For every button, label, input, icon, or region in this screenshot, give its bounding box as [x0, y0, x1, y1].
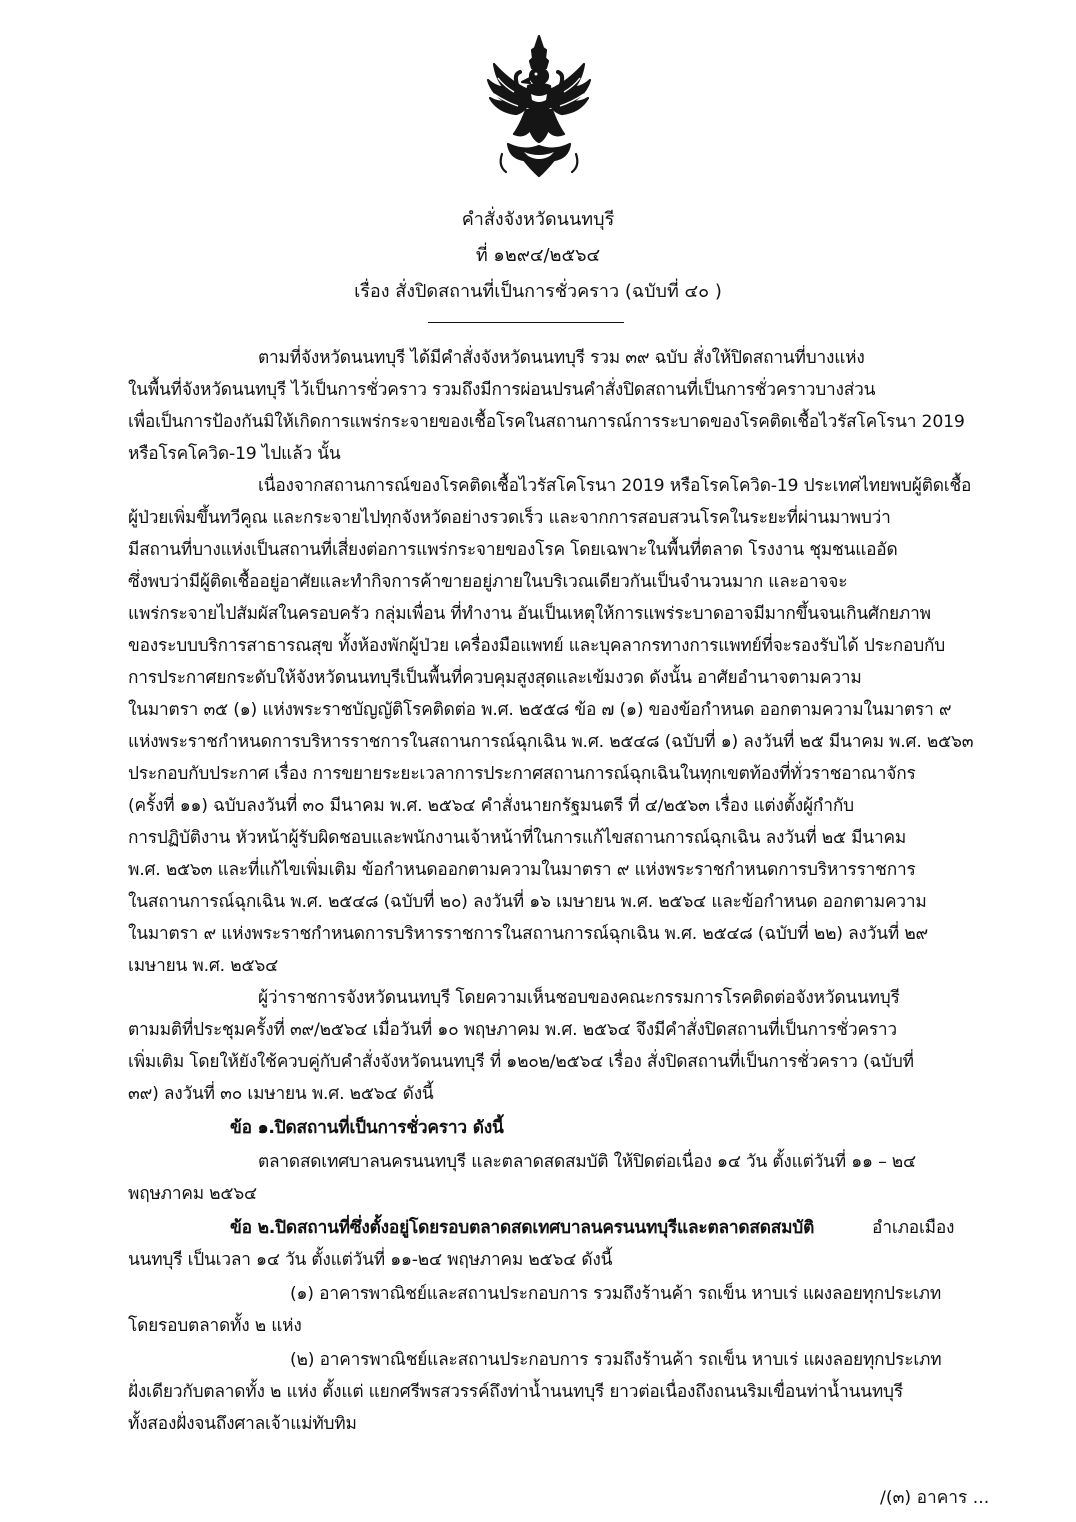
- body-line: ผู้ว่าราชการจังหวัดนนทบุรี โดยความเห็นชอบของคณะกรรมการโรคติดต่อจังหวัดนนทบุรี: [258, 988, 900, 1008]
- body-line: ตามที่จังหวัดนนทบุรี ได้มีคำสั่งจังหวัดนนทบุรี รวม ๓๙ ฉบับ สั่งให้ปิดสถานที่บางแห่ง: [258, 348, 865, 368]
- body-line: การปฏิบัติงาน หัวหน้าผู้รับผิดชอบและพนักงานเจ้าหน้าที่ในการแก้ไขสถานการณ์ฉุกเฉิน ลงวันที่ ๒๕ มีนาคม: [128, 828, 907, 848]
- body-line: การประกาศยกระดับให้จังหวัดนนทบุรีเป็นพื้นที่ควบคุมสูงสุดและเข้มงวด ดังนั้น อาศัยอำนาจตามความ: [128, 668, 862, 688]
- body-line: ฝั่งเดียวกับตลาดทั้ง ๒ แห่ง ตั้งแต่ แยกศรีพรสวรรค์ถึงท่าน้ำนนทบุรี ยาวต่อเนื่องถึงถนนริมเขื่อนท่าน้ำนนทบุรี: [128, 1382, 903, 1402]
- body-line: เพื่อเป็นการป้องกันมิให้เกิดการแพร่กระจายของเชื้อโรคในสถานการณ์การระบาดของโรคติดเชื้อไวรัสโคโรนา 2019: [128, 412, 965, 432]
- clause-1-heading: ข้อ ๑.ปิดสถานที่เป็นการชั่วคราว ดังนี้: [230, 1118, 504, 1138]
- body-line: อำเภอเมือง: [872, 1218, 955, 1238]
- sub-item-2: (๒) อาคารพาณิชย์และสถานประกอบการ รวมถึงร้านค้า รถเข็น หาบเร่ แผงลอยทุกประเภท: [290, 1350, 942, 1370]
- body-line: ๓๙) ลงวันที่ ๓๐ เมษายน พ.ศ. ๒๕๖๔ ดังนี้: [128, 1084, 434, 1104]
- body-line: มีสถานที่บางแห่งเป็นสถานที่เสี่ยงต่อการแพร่กระจายของโรค โดยเฉพาะในพื้นที่ตลาด โรงงาน ชุมชนแออัด: [128, 540, 898, 560]
- order-title: คำสั่งจังหวัดนนทบุรี: [461, 209, 615, 230]
- body-line: ในมาตรา ๓๕ (๑) แห่งพระราชบัญญัติโรคติดต่อ พ.ศ. ๒๕๕๘ ข้อ ๗ (๑) ของข้อกำหนด ออกตามความในมาตรา ๙: [128, 700, 952, 720]
- body-line: ซึ่งพบว่ามีผู้ติดเชื้ออยู่อาศัยและทำกิจการค้าขายอยู่ภายในบริเวณเดียวกันเป็นจำนวนมาก และอาจจะ: [128, 572, 848, 592]
- body-line: ผู้ป่วยเพิ่มขึ้นทวีคูณ และกระจายไปทุกจังหวัดอย่างรวดเร็ว และจากการสอบสวนโรคในระยะที่ผ่านมาพบว่า: [128, 508, 891, 528]
- body-line: ตามมติที่ประชุมครั้งที่ ๓๙/๒๕๖๔ เมื่อวันที่ ๑๐ พฤษภาคม พ.ศ. ๒๕๖๔ จึงมีคำสั่งปิดสถานที่เป็นการชั่วคราว: [128, 1020, 897, 1040]
- order-number: ที่ ๑๒๙๔/๒๕๖๔: [475, 245, 601, 266]
- header-divider: [428, 322, 624, 323]
- order-subject: เรื่อง สั่งปิดสถานที่เป็นการชั่วคราว (ฉบับที่ ๔๐ ): [354, 281, 722, 302]
- body-line: (ครั้งที่ ๑๑) ฉบับลงวันที่ ๓๐ มีนาคม พ.ศ. ๒๕๖๔ คำสั่งนายกรัฐมนตรี ที่ ๔/๒๕๖๓ เรื่อง แต่งตั้งผู้กำกับ: [128, 796, 854, 816]
- body-line: ประกอบกับประกาศ เรื่อง การขยายระยะเวลาการประกาศสถานการณ์ฉุกเฉินในทุกเขตท้องที่ทั่วราชอาณาจักร: [128, 764, 916, 784]
- page-continuation: /(๓) อาคาร ...: [880, 1488, 990, 1508]
- body-line: ตลาดสดเทศบาลนครนนทบุรี และตลาดสดสมบัติ ให้ปิดต่อเนื่อง ๑๔ วัน ตั้งแต่วันที่ ๑๑ – ๒๔: [258, 1152, 916, 1172]
- body-line: แห่งพระราชกำหนดการบริหารราชการในสถานการณ์ฉุกเฉิน พ.ศ. ๒๕๔๘ (ฉบับที่ ๑) ลงวันที่ ๒๕ มีนาคม พ.ศ. ๒๕๖๓: [128, 732, 974, 752]
- garuda-emblem: [484, 34, 594, 179]
- body-line: ของระบบบริการสาธารณสุข ทั้งห้องพักผู้ป่วย เครื่องมือแพทย์ และบุคลากรทางการแพทย์ที่จะรองรับได้ ประกอบกับ: [128, 636, 946, 656]
- body-line: เพิ่มเติม โดยให้ยังใช้ควบคู่กับคำสั่งจังหวัดนนทบุรี ที่ ๑๒๐๒/๒๕๖๔ เรื่อง สั่งปิดสถานที่เป็นการชั่วคราว (ฉบับที่: [128, 1052, 914, 1072]
- body-line: โดยรอบตลาดทั้ง ๒ แห่ง: [128, 1316, 302, 1336]
- body-line: ทั้งสองฝั่งจนถึงศาลเจ้าแม่ทับทิม: [128, 1414, 357, 1434]
- body-line: นนทบุรี เป็นเวลา ๑๔ วัน ตั้งแต่วันที่ ๑๑-๒๔ พฤษภาคม ๒๕๖๔ ดังนี้: [128, 1250, 613, 1270]
- clause-2-heading: ข้อ ๒.ปิดสถานที่ซึ่งตั้งอยู่โดยรอบตลาดสดเทศบาลนครนนทบุรีและตลาดสดสมบัติ: [230, 1218, 815, 1238]
- body-line: เนื่องจากสถานการณ์ของโรคติดเชื้อไวรัสโคโรนา 2019 หรือโรคโควิด-19 ประเทศไทยพบผู้ติดเชื้อ: [258, 476, 972, 496]
- sub-item-1: (๑) อาคารพาณิชย์และสถานประกอบการ รวมถึงร้านค้า รถเข็น หาบเร่ แผงลอยทุกประเภท: [290, 1284, 942, 1304]
- body-line: แพร่กระจายไปสัมผัสในครอบครัว กลุ่มเพื่อน ที่ทำงาน อันเป็นเหตุให้การแพร่ระบาดอาจมีมากขึ้นจนเกินศักยภาพ: [128, 604, 931, 624]
- body-line: พ.ศ. ๒๕๖๓ และที่แก้ไขเพิ่มเติม ข้อกำหนดออกตามความในมาตรา ๙ แห่งพระราชกำหนดการบริหารราชการ: [128, 860, 916, 880]
- body-line: หรือโรคโควิด-19 ไปแล้ว นั้น: [128, 444, 341, 464]
- body-line: พฤษภาคม ๒๕๖๔: [128, 1184, 257, 1204]
- body-line: เมษายน พ.ศ. ๒๕๖๔: [128, 956, 278, 976]
- body-line: ในสถานการณ์ฉุกเฉิน พ.ศ. ๒๕๔๘ (ฉบับที่ ๒๐) ลงวันที่ ๑๖ เมษายน พ.ศ. ๒๕๖๔ และข้อกำหนด ออกตามความ: [128, 892, 927, 912]
- body-line: ในมาตรา ๙ แห่งพระราชกำหนดการบริหารราชการในสถานการณ์ฉุกเฉิน พ.ศ. ๒๕๔๘ (ฉบับที่ ๒๒) ลงวันที่ ๒๙: [128, 924, 929, 944]
- body-line: ในพื้นที่จังหวัดนนทบุรี ไว้เป็นการชั่วคราว รวมถึงมีการผ่อนปรนคำสั่งปิดสถานที่เป็นการชั่วคราวบางส่วน: [128, 380, 876, 400]
